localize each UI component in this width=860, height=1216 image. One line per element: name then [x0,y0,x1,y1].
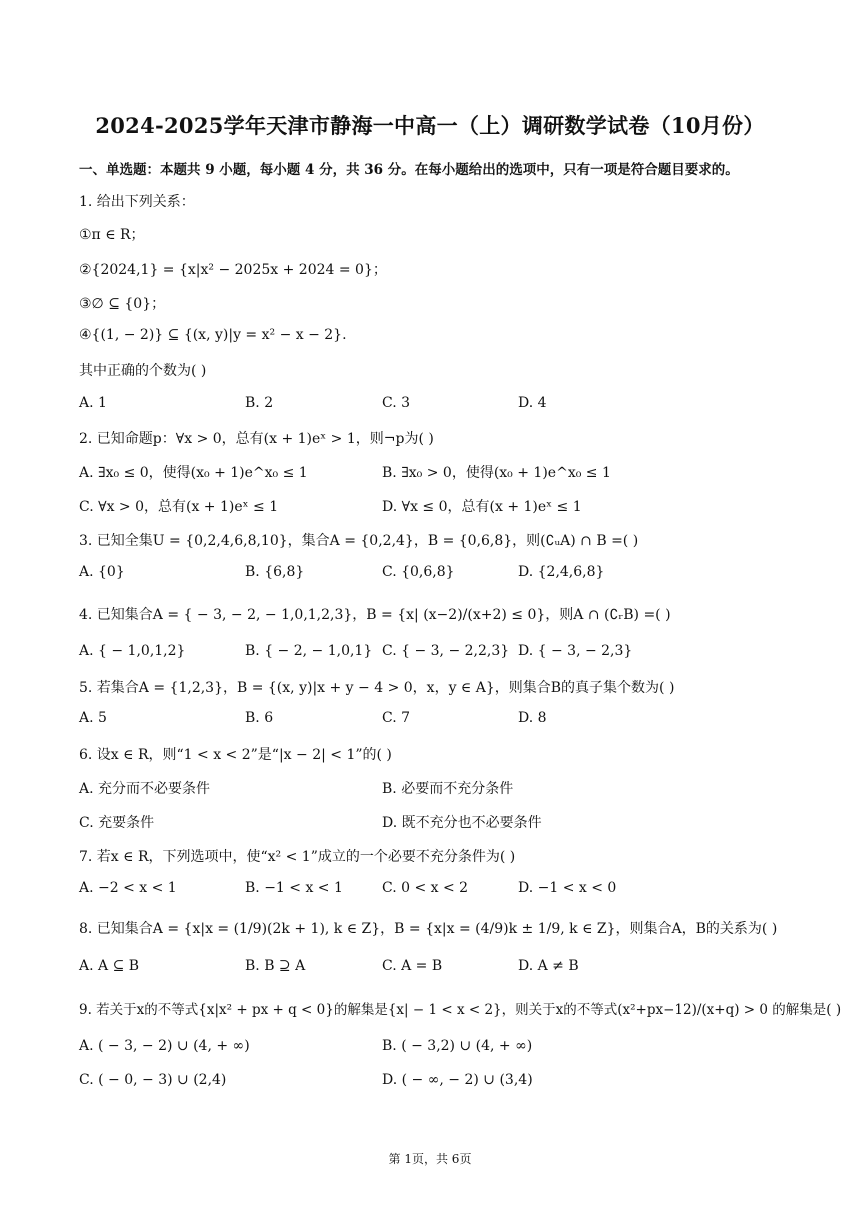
q5-option-b: B. 6 [245,710,274,726]
q1-relation-3: ③∅ ⊆ {0}； [79,296,166,312]
q9-option-c: C. ( − 0, − 3) ∪ (2,4) [79,1072,227,1088]
q5-stem: 5. 若集合A = {1,2,3}，B = {(x, y)|x + y − 4 > 0，x，y ∈ A}，则集合B的真子集个数为( ) [79,680,675,696]
q3-stem: 3. 已知全集U = {0,2,4,6,8,10}，集合A = {0,2,4}，B = {0,6,8}，则(∁ᵤA) ∩ B =( ) [79,533,639,549]
page-footer: 第 1页，共 6页 [388,1152,472,1166]
q6-option-c: C. 充要条件 [79,815,155,831]
q7-option-d: D. −1 < x < 0 [518,880,617,896]
q1-option-c: C. 3 [382,395,411,411]
q5-option-a: A. 5 [79,710,107,726]
q4-stem: 4. 已知集合A = { − 3, − 2, − 1,0,1,2,3}，B = {x| (x−2)/(x+2) ≤ 0}，则A ∩ (∁ᵣB) =( ) [79,607,671,623]
q4-option-a: A. { − 1,0,1,2} [79,643,186,659]
q1-ask: 其中正确的个数为( ) [79,363,207,379]
q3-option-d: D. {2,4,6,8} [518,564,605,580]
q7-option-b: B. −1 < x < 1 [245,880,343,896]
q5-option-d: D. 8 [518,710,547,726]
q2-option-d: D. ∀x ≤ 0，总有(x + 1)eˣ ≤ 1 [382,499,582,515]
q1-stem: 1. 给出下列关系： [79,194,195,210]
q2-option-a: A. ∃x₀ ≤ 0，使得(x₀ + 1)e^x₀ ≤ 1 [79,465,308,481]
q7-stem: 7. 若x ∈ R，下列选项中，使“x² < 1”成立的一个必要不充分条件为( ) [79,849,516,865]
q1-relation-2: ②{2024,1} = {x|x² − 2025x + 2024 = 0}； [79,262,387,278]
q8-option-c: C. A = B [382,958,443,974]
q9-option-d: D. ( − ∞, − 2) ∪ (3,4) [382,1072,533,1088]
q8-option-d: D. A ≠ B [518,958,579,974]
section-heading: 一、单选题：本题共 9 小题，每小题 4 分，共 36 分。在每小题给出的选项中，只有一项是符合题目要求的。 [79,162,739,178]
q1-option-d: D. 4 [518,395,547,411]
q9-option-a: A. ( − 3, − 2) ∪ (4, + ∞) [79,1038,250,1054]
page-title: 2024-2025学年天津市静海一中高一（上）调研数学试卷（10月份） [95,113,765,138]
q2-option-b: B. ∃x₀ > 0，使得(x₀ + 1)e^x₀ ≤ 1 [382,465,611,481]
q7-option-a: A. −2 < x < 1 [79,880,177,896]
q3-option-b: B. {6,8} [245,564,305,580]
q7-option-c: C. 0 < x < 2 [382,880,469,896]
q1-relation-4: ④{(1, − 2)} ⊆ {(x, y)|y = x² − x − 2}. [79,327,347,343]
q1-option-a: A. 1 [79,395,107,411]
q6-option-a: A. 充分而不必要条件 [79,781,211,797]
q3-option-a: A. {0} [79,564,125,580]
q6-option-b: B. 必要而不充分条件 [382,781,514,797]
q1-option-b: B. 2 [245,395,274,411]
q4-option-b: B. { − 2, − 1,0,1} [245,643,373,659]
q6-stem: 6. 设x ∈ R，则“1 < x < 2”是“|x − 2| < 1”的( ) [79,747,392,763]
q4-option-c: C. { − 3, − 2,2,3} [382,643,510,659]
q8-stem: 8. 已知集合A = {x|x = (1/9)(2k + 1), k ∈ Z}，B = {x|x = (4/9)k ± 1/9, k ∈ Z}，则集合A，B的关系为( ) [79,921,778,937]
q4-option-d: D. { − 3, − 2,3} [518,643,633,659]
q2-stem: 2. 已知命题p：∀x > 0，总有(x + 1)eˣ > 1，则¬p为( ) [79,431,434,447]
q5-option-c: C. 7 [382,710,411,726]
q9-option-b: B. ( − 3,2) ∪ (4, + ∞) [382,1038,533,1054]
q3-option-c: C. {0,6,8} [382,564,455,580]
q8-option-a: A. A ⊆ B [79,958,140,974]
q1-relation-1: ①π ∈ R； [79,227,145,243]
q2-option-c: C. ∀x > 0，总有(x + 1)eˣ ≤ 1 [79,499,279,515]
q6-option-d: D. 既不充分也不必要条件 [382,815,542,831]
q8-option-b: B. B ⊇ A [245,958,306,974]
q9-stem: 9. 若关于x的不等式{x|x² + px + q < 0}的解集是{x| − 1 < x < 2}，则关于x的不等式(x²+px−12)/(x+q) > 0 的解集是( ) [79,1002,842,1018]
